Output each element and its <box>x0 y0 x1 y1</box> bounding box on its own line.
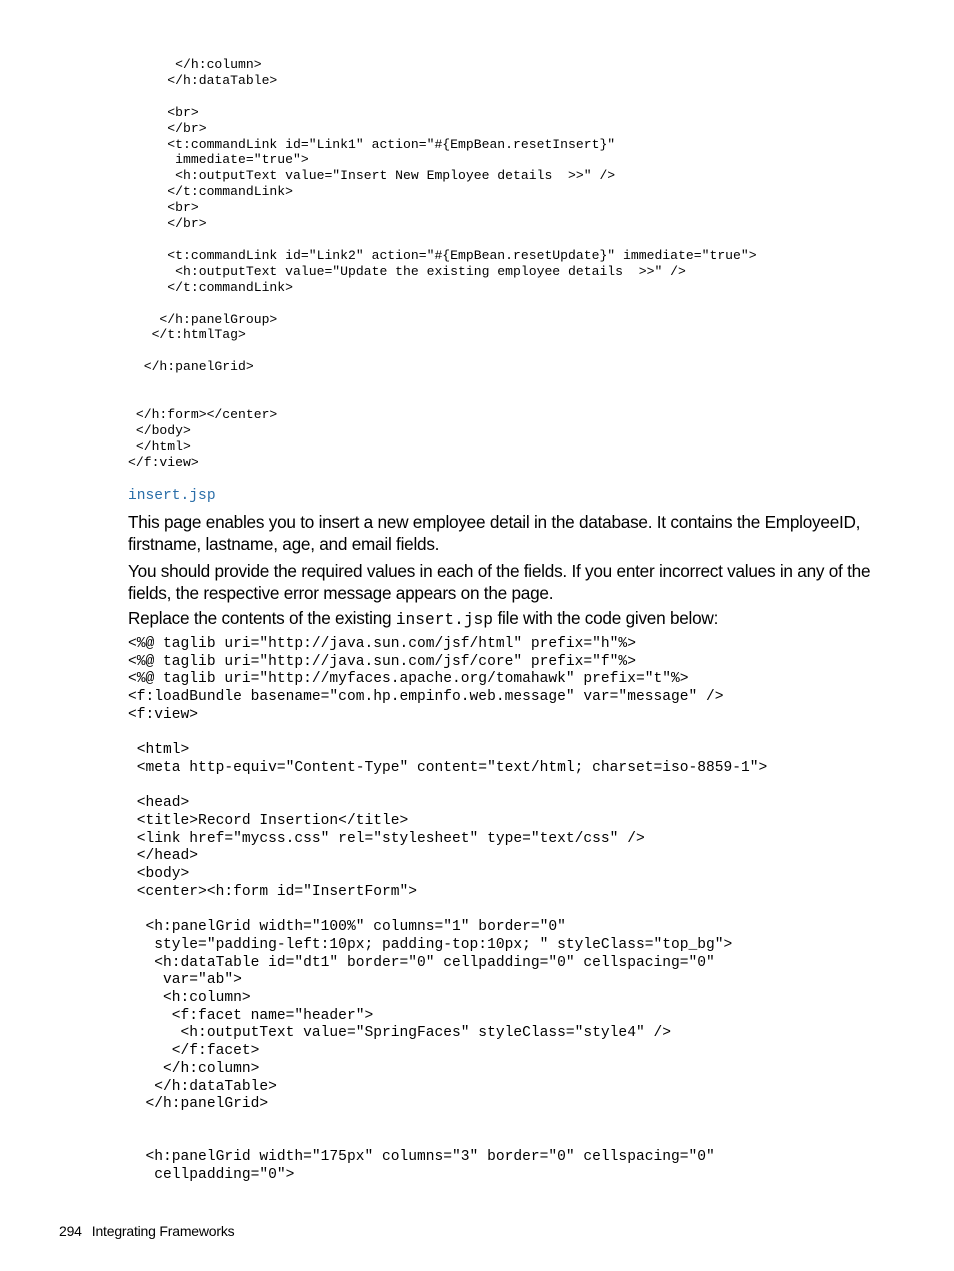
inline-code-filename: insert.jsp <box>395 611 493 629</box>
paragraph-validation-note: You should provide the required values in each of the fields. If you enter incorrect values in any of the fields, the respective error message appears on the page. <box>128 561 871 603</box>
code-block-insert-jsp: <%@ taglib uri="http://java.sun.com/jsf/html" prefix="h"%> <%@ taglib uri="http://java.sun.com/jsf/core" prefix="f"%> <%@ taglib uri="http://myfaces.apache.org/tomahawk" prefix="t"%> <f:loadBundle basename="com.hp.empinfo.web.message" var="message" /> <f:view> <html> <meta http-equiv="Content-Type" content="text/html; charset=iso-8859-1"> <head> <title>Record Insertion</title> <link href="mycss.css" rel="stylesheet" type="text/css" /> </head> <body> <center><h:form id="InsertForm"> <h:panelGrid width="100%" columns="1" border="0" style="padding-left:10px; padding-top:10px; " styleClass="top_bg"> <h:dataTable id="dt1" border="0" cellpadding="0" cellspacing="0" var="ab"> <h:column> <f:facet name="header"> <h:outputText value="SpringFaces" styleClass="style4" /> </f:facet> </h:column> </h:dataTable> </h:panelGrid> <h:panelGrid width="175px" columns="3" border="0" cellspacing="0" cellpadding="0"> <box>128 636 768 1184</box>
chapter-title: Integrating Frameworks <box>91 1223 235 1239</box>
paragraph-replace-instruction <box>128 608 888 632</box>
replace-instruction-text-before: Replace the contents of the existing <box>128 608 396 628</box>
section-heading-insert-jsp: insert.jsp <box>128 488 216 504</box>
replace-instruction-text-after: file with the code given below: <box>493 608 719 628</box>
code-block-continuation: </h:column> </h:dataTable> <br> </br> <t:commandLink id="Link1" action="#{EmpBean.resetInsert}" immediate="true"> <h:outputText value="Insert New Employee details >>" /> </t:commandLink> <br> </br> <t:commandLink id="Link2" action="#{EmpBean.resetUpdate}" immediate="true"> <h:outputText value="Update the existing employee details >>" /> </t:commandLink> </h:panelGroup> </t:htmlTag> </h:panelGrid> </h:form></center> </body> </html> </f:view> <box>128 57 757 470</box>
page-number: 294 <box>59 1223 82 1239</box>
page-footer <box>59 1222 234 1240</box>
paragraph-description: This page enables you to insert a new employee detail in the database. It contains the EmployeeID, firstname, lastname, age, and email fields. <box>128 512 861 554</box>
